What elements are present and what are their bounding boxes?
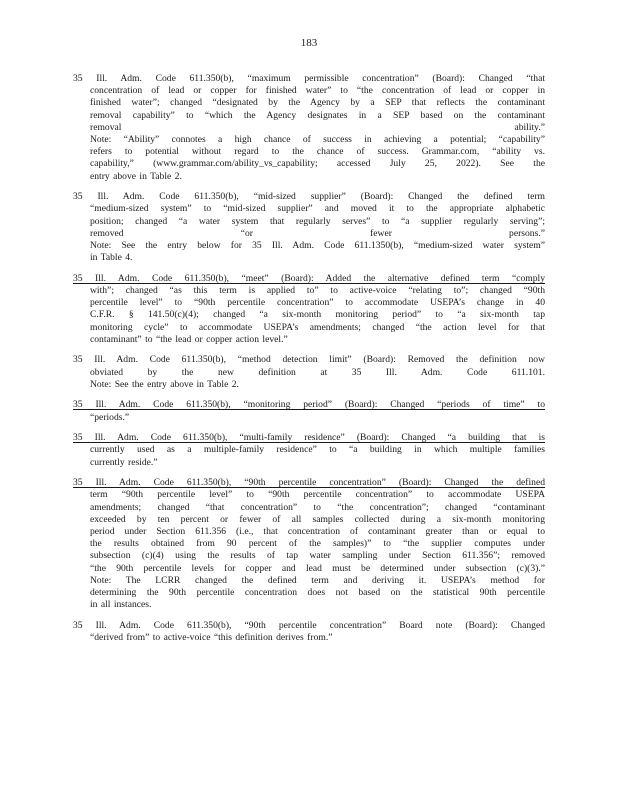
entry-text-line: concentration of lead or copper for finished water” to “the concentration of lead or copper in xyxy=(90,85,545,97)
entry-heading-line: 35 Ill. Adm. Code 611.350(b), “90th percentile concentration” Board note (Board): Changed xyxy=(73,619,545,631)
entry-text-line: removed “or fewer persons.” xyxy=(90,227,545,239)
entry-text-line: contaminant” to “the lead or copper action level.” xyxy=(90,333,288,345)
entry-text-line: period under Section 611.356 (i.e., that concentration of contaminant greater than or equal to xyxy=(90,526,545,538)
revision-entry xyxy=(73,432,545,469)
entry-heading-line: 35 Ill. Adm. Code 611.350(b), “meet” (Board): Added the alternative defined term “comply xyxy=(73,272,545,284)
entry-text-line: Note: “Ability” connotes a high chance of success in achieving a potential; “capability” xyxy=(90,134,545,146)
entry-text-line: in Table 4. xyxy=(90,252,133,264)
revision-entry xyxy=(73,477,545,611)
revision-entry xyxy=(73,191,545,264)
entry-heading-line: 35 Ill. Adm. Code 611.350(b), “method detection limit” (Board): Removed the definition now xyxy=(73,354,545,366)
entry-heading-line: 35 Ill. Adm. Code 611.350(b), “90th percentile concentration” (Board): Changed the defined xyxy=(73,477,545,489)
entry-text-line: removal capability” to “which the Agency designates in a SEP based on the contaminant xyxy=(90,109,545,121)
entry-heading-line: 35 Ill. Adm. Code 611.350(b), “mid-sized supplier” (Board): Changed the defined term xyxy=(73,191,545,203)
entry-heading-line: 35 Ill. Adm. Code 611.350(b), “monitoring period” (Board): Changed “periods of time” to xyxy=(73,399,545,411)
page-number: 183 xyxy=(300,37,318,49)
entry-text-line: “derived from” to active-voice “this definition derives from.” xyxy=(90,632,333,644)
entry-text-line: percentile level” to “90th percentile concentration” to accommodate USEPA’s change in 40 xyxy=(90,297,545,309)
entry-text-line: refers to potential without regard to the chance of success. Grammar.com, “ability vs. xyxy=(90,146,545,158)
entry-text-line: C.F.R. § 141.50(c)(4); changed “a six-month monitoring period” to “a six-month tap xyxy=(90,309,545,321)
entry-text-line: monitoring cycle” to accommodate USEPA’s amendments; changed “the action level for that xyxy=(90,321,545,333)
entry-text-line: in all instances. xyxy=(90,599,152,611)
entry-text-line: currently reside.” xyxy=(90,456,158,468)
entry-text-line: term “90th percentile level” to “90th percentile concentration” to accommodate USEPA xyxy=(90,489,545,501)
entry-text-line: “periods.” xyxy=(90,411,130,423)
entry-text-line: determining the 90th percentile concentration does not based on the statistical 90th percentile xyxy=(90,587,545,599)
entry-heading-line: 35 Ill. Adm. Code 611.350(b), “multi-family residence” (Board): Changed “a building that is xyxy=(73,432,545,444)
entry-text-line: the results obtained from 90 percent of the samples)” to “the supplier computes under xyxy=(90,538,545,550)
entry-text-line: amendments; changed “that concentration” to “the concentration”; changed “contaminant xyxy=(90,501,545,513)
entry-text-line: capability,” (www.grammar.com/ability_vs_capability; accessed July 25, 2022). See the xyxy=(90,158,545,170)
entry-text-line: “the 90th percentile levels for copper and lead must be determined under subsection (c)(3).” xyxy=(90,562,545,574)
entry-text-line: Note: See the entry above in Table 2. xyxy=(90,378,239,390)
entry-text-line: currently used as a multiple-family residence” to “a building in which multiple families xyxy=(90,444,545,456)
entries-list xyxy=(73,73,545,653)
entry-heading-line: 35 Ill. Adm. Code 611.350(b), “maximum permissible concentration” (Board): Changed “that xyxy=(73,73,545,84)
entry-text-line: with”; changed “as this term is applied to” to active-voice “relating to”; changed “90th xyxy=(90,285,545,297)
revision-entry xyxy=(73,73,545,183)
entry-text-line: Note: The LCRR changed the defined term and deriving it. USEPA’s method for xyxy=(90,574,545,586)
entry-text-line: position; changed “a water system that regularly serves” to “a supplier regularly serving”; xyxy=(90,215,545,227)
entry-text-line: finished water”; changed “designated by the Agency by a SEP that reflects the contaminant xyxy=(90,97,545,109)
revision-entry xyxy=(73,273,545,346)
revision-entry xyxy=(73,354,545,391)
revision-entry xyxy=(73,620,545,644)
entry-text-line: removal ability.” xyxy=(90,121,545,133)
entry-text-line: subsection (c)(4) using the results of tap water sampling under Section 611.356”; removed xyxy=(90,550,545,562)
entry-text-line: entry above in Table 2. xyxy=(90,170,182,182)
entry-text-line: “medium-sized system” to “mid-sized supplier” and moved it to the appropriate alphabetic xyxy=(90,203,545,215)
entry-text-line: Note: See the entry below for 35 Ill. Adm. Code 611.1350(b), “medium-sized water system” xyxy=(90,240,545,252)
revision-entry xyxy=(73,399,545,423)
entry-text-line: obviated by the new definition at 35 Ill. Adm. Code 611.101. xyxy=(90,366,545,378)
entry-text-line: exceeded by ten percent or fewer of all samples collected during a six-month monitoring xyxy=(90,513,545,525)
